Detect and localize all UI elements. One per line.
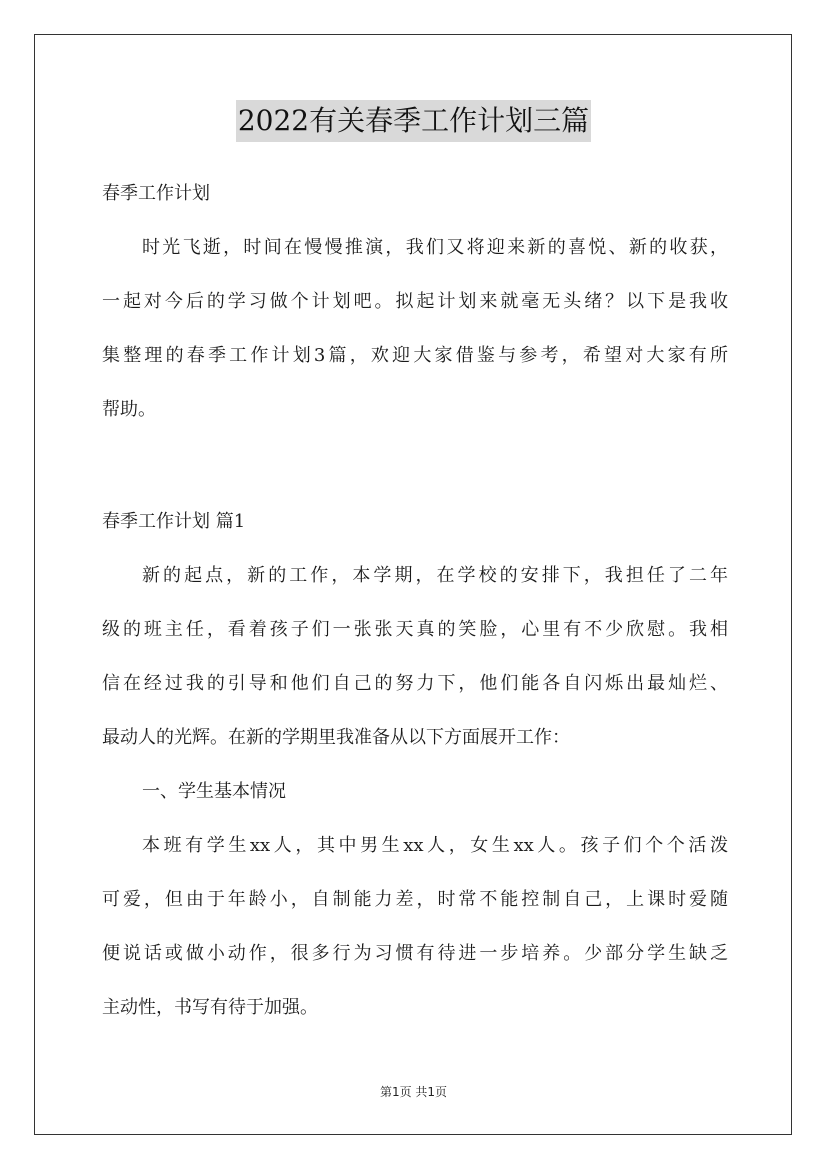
subsection-heading: 一、学生基本情况 bbox=[142, 781, 286, 802]
paragraph-line: 集整理的春季工作计划3篇，欢迎大家借鉴与参考，希望对大家有所 bbox=[102, 345, 728, 366]
paragraph-line: 本班有学生xx人，其中男生xx人，女生xx人。孩子们个个活泼 bbox=[142, 835, 728, 856]
paragraph-line: 可爱，但由于年龄小，自制能力差，时常不能控制自己，上课时爱随 bbox=[102, 889, 728, 910]
paragraph-line: 级的班主任，看着孩子们一张张天真的笑脸，心里有不少欣慰。我相 bbox=[102, 619, 728, 640]
page-footer: 第1页 共1页 bbox=[379, 1085, 448, 1099]
paragraph-line: 最动人的光辉。在新的学期里我准备从以下方面展开工作： bbox=[102, 727, 570, 748]
paragraph-line: 主动性，书写有待于加强。 bbox=[102, 997, 318, 1018]
document-body bbox=[102, 176, 728, 1026]
paragraph-line: 一起对今后的学习做个计划吧。拟起计划来就毫无头绪？以下是我收 bbox=[102, 291, 728, 312]
intro-paragraph bbox=[102, 230, 728, 428]
section-heading: 春季工作计划 bbox=[102, 183, 210, 204]
paragraph-line: 新的起点，新的工作，本学期，在学校的安排下，我担任了二年 bbox=[142, 565, 728, 586]
students-paragraph bbox=[102, 828, 728, 1026]
paragraph-line: 信在经过我的引导和他们自己的努力下，他们能各自闪烁出最灿烂、 bbox=[102, 673, 728, 694]
article-heading: 春季工作计划 篇1 bbox=[102, 511, 246, 532]
paragraph-line: 便说话或做小动作，很多行为习惯有待进一步培养。少部分学生缺乏 bbox=[102, 943, 728, 964]
paragraph-line: 帮助。 bbox=[102, 399, 156, 420]
article-paragraph bbox=[102, 558, 728, 756]
title-container bbox=[0, 100, 827, 142]
document-title: 2022有关春季工作计划三篇 bbox=[236, 100, 591, 142]
paragraph-line: 时光飞逝，时间在慢慢推演，我们又将迎来新的喜悦、新的收获， bbox=[142, 237, 728, 258]
